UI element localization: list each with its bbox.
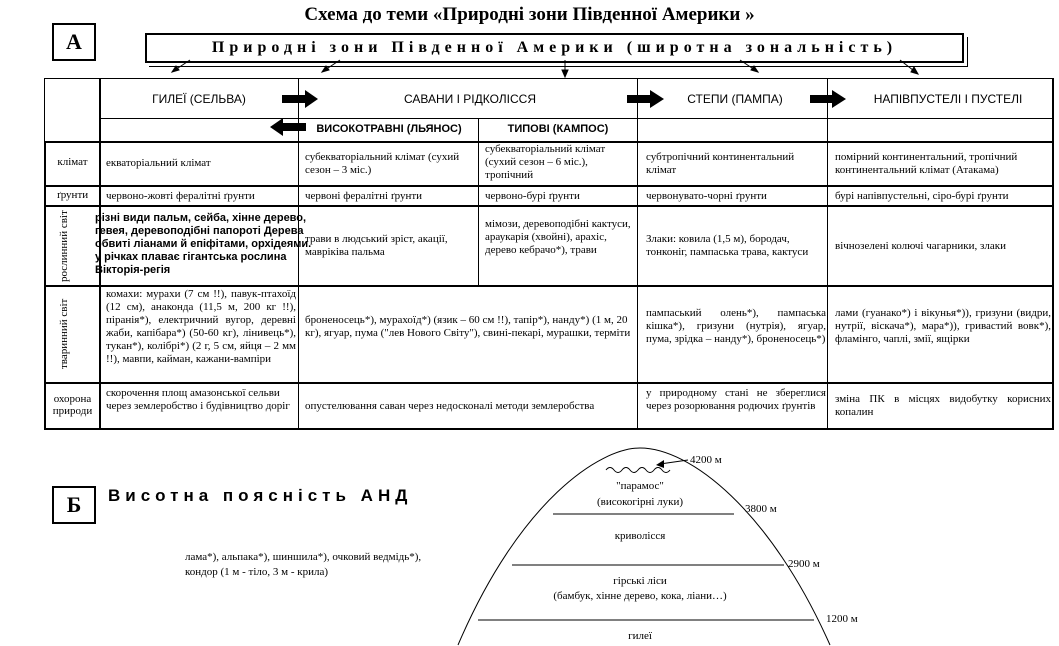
zone-savanna-header: САВАНИ І РІДКОЛІССЯ	[403, 92, 537, 106]
row-label-protection: охорона природи	[52, 393, 93, 417]
andes-mountain-diagram	[0, 440, 1059, 646]
climate-desert: помірний континентальний, тропічний континентальний клімат (Атакама)	[835, 151, 1018, 176]
belt-mountain-forest-subtitle: (бамбук, хінне дерево, кока, ліани…)	[553, 590, 727, 602]
page-title: Схема до теми «Природні зони Південної Америки »	[304, 4, 755, 25]
elevation-3800: 3800 м	[745, 503, 777, 515]
arrow-right-icon	[627, 90, 664, 108]
section-b-letter: Б	[52, 486, 96, 524]
arrow-left-icon	[270, 118, 306, 136]
row-label-soils: ґрунти	[56, 189, 89, 201]
belt-krivolissya: криволісся	[614, 530, 666, 542]
grid-line	[44, 382, 1054, 384]
grid-line	[44, 185, 1054, 187]
savanna-high-header: ВИСОКОТРАВНІ (ЛЬЯНОС)	[316, 123, 462, 135]
arrow-right-icon	[810, 90, 846, 108]
flora-savanna-typical: мімози, деревоподібні кактуси, араукарія (хвойні), арахіс, дерево кебрачо*), трави	[485, 218, 631, 256]
belt-hylea: гилеї	[628, 630, 652, 642]
flora-steppe: Злаки: ковила (1,5 м), бородач, тонконіг, пампаська трава, кактуси	[646, 233, 809, 258]
mountain-outline	[458, 448, 830, 645]
zonality-banner-text: Природні зони Південної Америки (широтна зональність)	[211, 39, 898, 56]
grid-line	[44, 205, 1054, 207]
fauna-desert: лами (гуанако*) і вікунья*)), гризуни (видри, нутрії, віскача*), мара*)), гривастий вовк*), фламінго, чаплі, змії, ящірки	[835, 307, 1051, 345]
flora-savanna-high: трави в людський зріст, акації, мавріківа пальма	[305, 233, 448, 258]
zone-transition-arrows	[0, 85, 1059, 140]
zone-desert-header: НАПІВПУСТЕЛІ І ПУСТЕЛІ	[873, 92, 1023, 106]
elevation-2900: 2900 м	[788, 558, 820, 570]
snow-cap-squiggle	[606, 468, 670, 473]
elevation-1200: 1200 м	[826, 613, 858, 625]
soils-hylea: червоно-жовті фералітні ґрунти	[106, 190, 255, 202]
grid-line	[44, 428, 1054, 430]
row-label-fauna: тваринний світ	[58, 298, 70, 370]
grid-line	[44, 78, 1054, 79]
climate-hylea: екваторіальний клімат	[106, 157, 211, 169]
zone-hylea-header: ГИЛЕЇ (СЕЛЬВА)	[152, 92, 246, 106]
protection-savanna: опустелювання саван через недосконалі методи землеробства	[305, 400, 595, 412]
fauna-hylea: комахи: мурахи (7 см !!), павук-птахоїд (12 см), анаконда (11,5 м, 200 кг !!), піранія*), електричний вугор, деревні жаби, капібара*) (50-60 кг), лінивець*), тукан*), колібрі*) (2 г, 5 см, яйця – 2 мм !!), мавпи, кайман, кажани-вампіри	[106, 288, 296, 365]
flora-desert: вічнозелені колючі чагарники, злаки	[835, 240, 1006, 252]
banner-connectors	[0, 0, 1059, 90]
andes-fauna-line-2: кондор (1 м - тіло, 3 м - крила)	[185, 566, 329, 578]
belt-mountain-forest-title: гірські ліси	[613, 575, 667, 587]
zone-steppe-header: СТЕПИ (ПАМПА)	[687, 92, 783, 106]
protection-hylea: скорочення площ амазонської сельви через землеробство і будівництво доріг	[106, 387, 290, 412]
soils-desert: бурі напівпустельні, сіро-бурі ґрунти	[835, 190, 1009, 202]
elevation-4200: 4200 м	[690, 454, 722, 466]
row-label-climate: клімат	[57, 156, 88, 168]
row-label-flora: рослинний світ	[58, 210, 70, 282]
protection-desert: зміна ПК в місцях видобутку корисних копалин	[835, 393, 1051, 418]
grid-line	[44, 285, 1054, 287]
flora-hylea: різні види пальм, сейба, хінне дерево, гевея, деревоподібні папороті Дерева обвиті ліанами й епіфітами, орхідеями. у річках плаває гігантська рослина Вікторія-регія	[95, 212, 312, 276]
soils-savanna-high: червоні фералітні ґрунти	[305, 190, 423, 202]
belt-paramos-title: "парамос"	[616, 480, 664, 492]
altitude-heading: Висотна поясність АНД	[108, 486, 413, 505]
peak-pointer	[660, 460, 688, 464]
climate-steppe: субтропічний континентальний клімат	[646, 151, 795, 176]
belt-paramos-subtitle: (високогірні луки)	[596, 496, 684, 508]
arrow-right-icon	[282, 90, 318, 108]
protection-steppe: у природному стані не збереглися через розорювання родючих ґрунтів	[646, 387, 826, 412]
soils-steppe: червонувато-чорні ґрунти	[646, 190, 767, 202]
soils-savanna-typical: червоно-бурі ґрунти	[485, 190, 580, 202]
grid-line	[478, 118, 479, 286]
section-a-letter: А	[52, 23, 96, 61]
grid-line	[44, 141, 46, 430]
savanna-typical-header: ТИПОВІ (КАМПОС)	[507, 123, 609, 135]
peak-pointer-arrowhead	[656, 460, 664, 468]
fauna-savanna: броненосець*), мурахоїд*) (язик – 60 см !!), тапір*), нанду*) (1 м, 20 кг), ягуар, пума ("лев Нового Світу"), свині-пекарі, мурашки, терміти	[305, 314, 631, 339]
andes-fauna-line-1: лама*), альпака*), шиншила*), очковий ведмідь*),	[185, 551, 422, 563]
climate-savanna-typical: субекваторіальний клімат (сухий сезон – 6 міс.), тропічний	[485, 143, 606, 181]
climate-savanna-high: субекваторіальний клімат (сухий сезон – 3 міс.)	[305, 151, 460, 176]
fauna-steppe: пампаський олень*), пампаська кішка*), гризуни (нутрія), ягуар, пума, зрідка – нанду*), броненосець*)	[646, 307, 826, 345]
